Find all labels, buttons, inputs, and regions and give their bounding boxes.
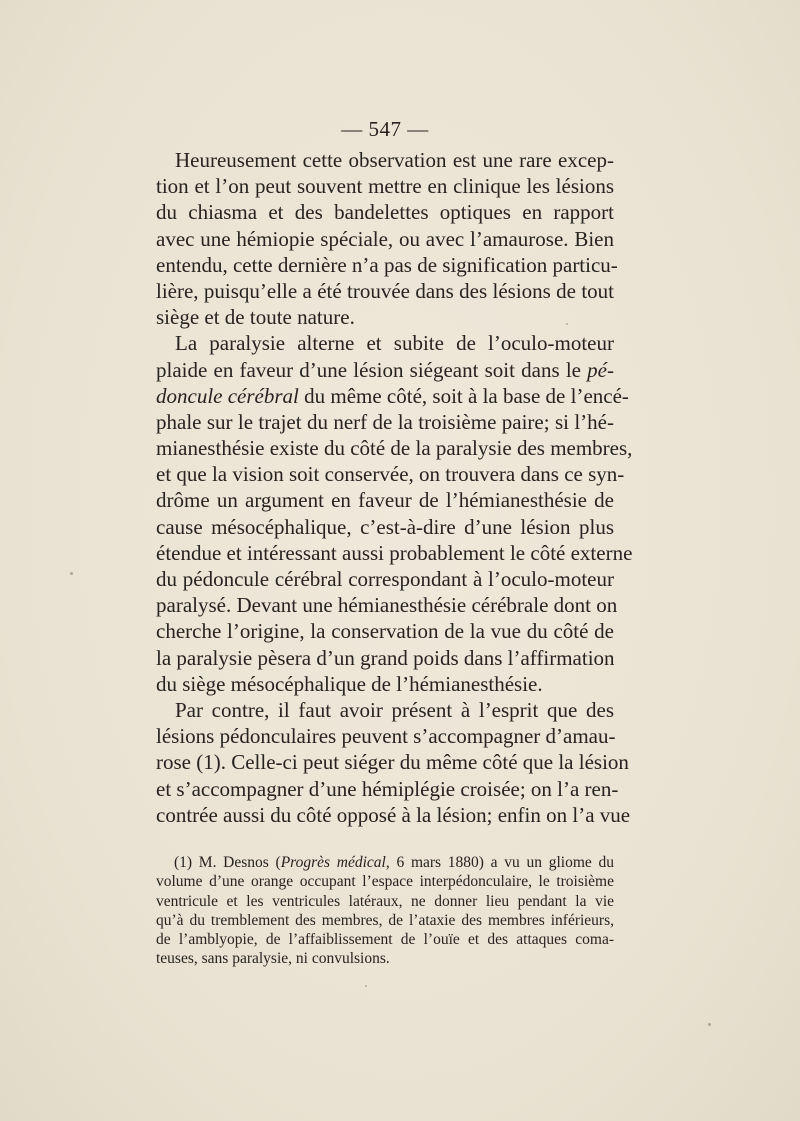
footnote-line: qu’à du tremblement des membres, de l’ataxie des membres inférieurs, xyxy=(156,911,614,929)
text-fragment: du même côté, soit à la base de l’encé- xyxy=(298,383,629,408)
text-line: Par contre, il faut avoir présent à l’esprit que des xyxy=(175,697,614,722)
footnote-line: teuses, sans paralysie, ni convulsions. xyxy=(156,950,390,968)
text-line-with-italic xyxy=(156,357,614,383)
text-line: du siège mésocéphalique de l’hémianesthésie. xyxy=(156,671,543,696)
text-line: la paralysie pèsera d’un grand poids dans l’affirmation xyxy=(156,645,615,670)
text-line: du pédoncule cérébral correspondant à l’oculo-moteur xyxy=(156,567,614,591)
text-line: étendue et intéressant aussi probablement le côté externe xyxy=(156,540,633,565)
footnote-line: ventricule et les ventricules latéraux, ne donner lieu pendant la vie xyxy=(156,892,614,910)
paper-speck xyxy=(708,1023,711,1026)
footnote-line-with-italic xyxy=(156,853,614,872)
text-fragment: (1) M. Desnos ( xyxy=(174,854,281,871)
text-fragment: plaide en faveur d’une lésion siégeant soit dans le xyxy=(156,357,588,382)
text-line: lière, puisqu’elle a été trouvée dans des lésions de tout xyxy=(156,278,614,303)
text-line: tion et l’on peut souvent mettre en clinique les lésions xyxy=(156,174,614,199)
text-line: phale sur le trajet du nerf de la troisième paire; si l’hé- xyxy=(156,409,614,434)
text-line: et que la vision soit conservée, on trouvera dans ce syn- xyxy=(156,462,625,487)
text-line: du chiasma et des bandelettes optiques en rapport xyxy=(156,200,614,225)
italic-term: doncule cérébral xyxy=(156,383,299,408)
body-text xyxy=(156,147,633,828)
text-line: contrée aussi du côté opposé à la lésion; enfin on l’a vue xyxy=(156,802,631,827)
text-line: avec une hémiopie spéciale, ou avec l’amaurose. Bien xyxy=(156,226,614,251)
paper-speck xyxy=(70,572,73,575)
text-line: lésions pédonculaires peuvent s’accompagner d’amau- xyxy=(156,724,616,749)
italic-term: Progrès médical xyxy=(280,854,386,871)
text-line: et s’accompagner d’une hémiplégie croisée; on l’a ren- xyxy=(156,776,619,801)
footnote-line: de l’amblyopie, de l’affaiblissement de l’ouïe et des attaques coma- xyxy=(156,931,614,949)
italic-term: pé- xyxy=(587,357,614,382)
footnote-line: volume d’une orange occupant l’espace interpédonculaire, le troisième xyxy=(156,873,614,891)
page-number: — 547 — xyxy=(341,117,429,141)
text-line-with-italic xyxy=(156,383,629,409)
text-line: Heureusement cette observation est une rare excep- xyxy=(175,148,614,172)
text-line: mianesthésie existe du côté de la paralysie des membres, xyxy=(156,436,633,461)
text-line: paralysé. Devant une hémianesthésie cérébrale dont on xyxy=(156,593,618,618)
text-line: drôme un argument en faveur de l’hémianesthésie de xyxy=(156,488,614,513)
footnote xyxy=(156,853,614,969)
text-line: siège et de toute nature. xyxy=(156,305,355,330)
paper-speck xyxy=(566,323,568,325)
text-line: entendu, cette dernière n’a pas de signification particu- xyxy=(156,252,618,277)
text-line: cherche l’origine, la conservation de la vue du côté de xyxy=(156,619,614,644)
text-line: La paralysie alterne et subite de l’oculo-moteur xyxy=(175,331,614,356)
text-fragment: , 6 mars 1880) a vu un gliome du xyxy=(385,854,615,871)
paper-speck xyxy=(365,985,367,987)
text-line: cause mésocéphalique, c’est-à-dire d’une lésion plus xyxy=(156,514,614,539)
text-line: rose (1). Celle-ci peut siéger du même côté que la lésion xyxy=(156,750,629,775)
